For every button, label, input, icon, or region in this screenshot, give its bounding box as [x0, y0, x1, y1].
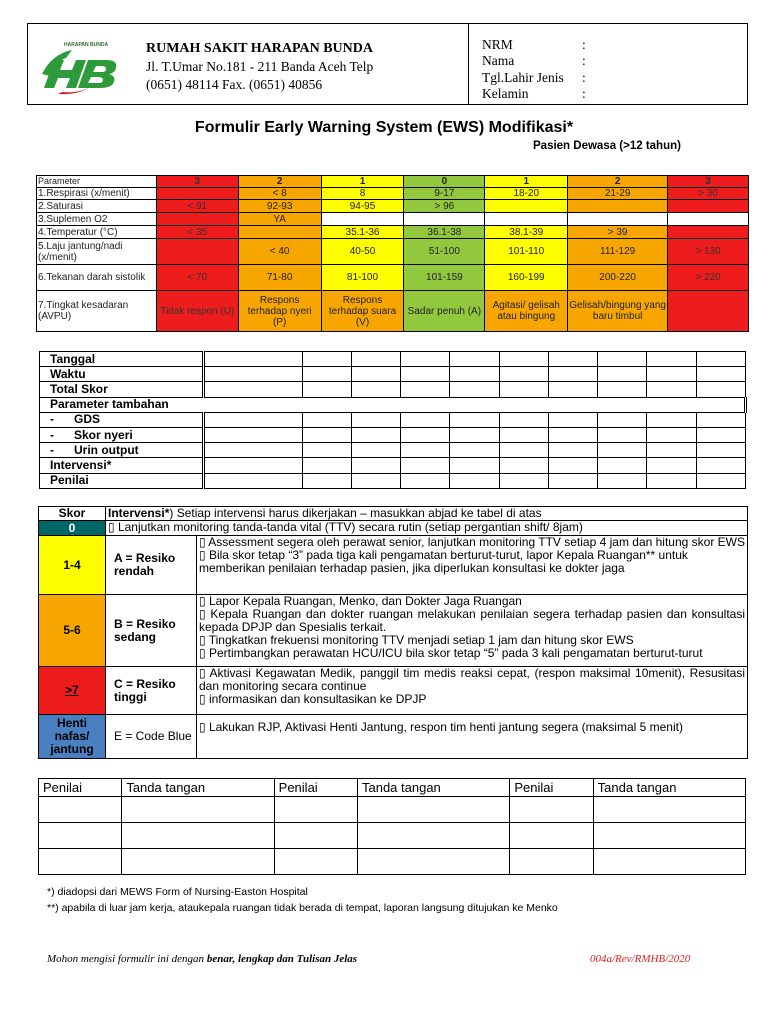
- signature-header-row: Penilai Tanda tangan Penilai Tanda tangan Penilai Tanda tangan: [39, 779, 746, 797]
- address-line-2: (0651) 48114 Fax. (0651) 40856: [146, 77, 323, 92]
- footnote-2: **) apabila di luar jam kerja, ataukepala ruangan tidak berada di tempat, laporan langsung ditujukan ke Menko: [47, 902, 558, 914]
- skor-header-row: Skor Intervensi*) Setiap intervensi harus dikerjakan – masukkan abjad ke tabel di atas: [39, 507, 748, 521]
- patient-field-kelamin: Kelamin :: [482, 85, 586, 101]
- monitoring-table: [39, 351, 747, 489]
- hospital-logo: [38, 36, 130, 98]
- monitoring-row-penilai: Penilai: [40, 473, 746, 488]
- signature-table: [38, 778, 746, 875]
- footnote-1: *) diadopsi dari MEWS Form of Nursing-Easton Hospital: [47, 886, 308, 898]
- patient-field-nrm: NRM :: [482, 37, 586, 52]
- ews-row-laju-jantung: 5.Laju jantung/nadi (x/menit) < 40 40-50 51-100 101-110 111-129 > 130: [37, 239, 749, 265]
- monitoring-row-urin-output: - Urin output: [40, 443, 746, 458]
- logo-text: HARAPAN BUNDA: [64, 42, 109, 48]
- skor-row-5-6: 5-6 B = Resiko sedang ▯ Lapor Kepala Ruangan, Menko, dan Dokter Jaga Ruangan ▯ Kepala Ruangan dan dokter ruangan melakukan penilaian segera terhadap pasien dan konsultasi kepada DPJP dan Spesialis terkait. ▯ Tingkatkan frekuensi monitoring TTV menjadi setiap 1 jam dan hitung skor EWS ▯ Pertimbangkan perawatan HCU/ICU bila skor tetap “5” pada 3 kali pengamatan berturut-turut: [39, 595, 748, 667]
- patient-field-nama: Nama :: [482, 53, 586, 69]
- signature-row: [39, 849, 746, 875]
- hospital-name: RUMAH SAKIT HARAPAN BUNDA: [146, 41, 373, 56]
- monitoring-row-skor-nyeri: - Skor nyeri: [40, 427, 746, 442]
- skor-row-1-4: 1-4 A = Resiko rendah ▯ Assessment segera oleh perawat senior, lanjutkan monitoring TTV setiap 4 jam dan hitung skor EWS ▯ Bila skor tetap “3” pada tiga kali pengamatan berturut-turut, lapor Kepala Ruangan** untuk memberikan penilaian terhadap pasien, jika diperlukan konsultasi ke dokter jaga: [39, 536, 748, 595]
- form-subtitle: Pasien Dewasa (>12 tahun): [533, 140, 681, 152]
- signature-row: [39, 823, 746, 849]
- skor-row-7: >7 C = Resiko tinggi ▯ Aktivasi Kegawatan Medik, panggil tim medis reaksi cepat, (respon maksimal 10menit), Resusitasi dan monitoring secara continue ▯ informasikan dan konsultasikan ke DPJP: [39, 667, 748, 715]
- monitoring-row-intervensi: Intervensi*: [40, 458, 746, 473]
- intervensi-header: Intervensi*) Setiap intervensi harus dikerjakan – masukkan abjad ke tabel di atas: [106, 507, 748, 521]
- ews-parameter-table: [36, 175, 749, 332]
- ews-row-tingkat-kesadaran: 7.Tingkat kesadaran (AVPU) Tidak respon (U) Respons terhadap nyeri (P) Respons terhadap suara (V) Sadar penuh (A) Agitasi/ gelisah atau bingung Gelisah/bingung yang baru timbul: [37, 291, 749, 332]
- ews-row-respirasi: 1.Respirasi (x/menit) < 8 8 9-17 18-20 21-29 > 30: [37, 188, 749, 200]
- monitoring-row-parameter-tambahan: Parameter tambahan: [40, 397, 746, 412]
- ews-header-row: Parameter 3 2 1 0 1 2 3: [37, 176, 749, 188]
- skor-row-code-blue: Henti nafas/ jantung E = Code Blue ▯ Lakukan RJP, Aktivasi Henti Jantung, respon tim henti jantung segera (maksimal 5 menit): [39, 715, 748, 759]
- ews-row-suplemen-o2: 3.Suplemen O2 YA: [37, 213, 749, 226]
- monitoring-row-tanggal: Tanggal: [40, 352, 746, 367]
- form-code: 004a/Rev/RMHB/2020: [590, 953, 691, 965]
- header-divider: [468, 23, 469, 105]
- signature-row: [39, 797, 746, 823]
- patient-field-tgl-lahir: Tgl.Lahir Jenis :: [482, 69, 586, 85]
- patient-fields: [482, 37, 586, 102]
- address-line-1: Jl. T.Umar No.181 - 211 Banda Aceh Telp: [146, 59, 374, 74]
- ews-row-tekanan-darah: 6.Tekanan darah sistolik < 70 71-80 81-100 101-159 160-199 200-220 > 220: [37, 265, 749, 291]
- ews-row-temperatur: 4.Temperatur (°C) < 35 35.1-36 36.1-38 38.1-39 > 39: [37, 226, 749, 239]
- ews-row-saturasi: 2.Saturasi < 91 92-93 94-95 > 96: [37, 200, 749, 213]
- footer-instruction: Mohon mengisi formulir ini dengan benar, lengkap dan Tulisan Jelas: [47, 953, 358, 965]
- skor-row-0: 0 ▯ Lanjutkan monitoring tanda-tanda vital (TTV) secara rutin (setiap pergantian shift/ 8jam): [39, 521, 748, 536]
- form-title: Formulir Early Warning System (EWS) Modifikasi*: [194, 119, 574, 136]
- monitoring-row-waktu: Waktu: [40, 367, 746, 382]
- monitoring-row-total-skor: Total Skor: [40, 382, 746, 397]
- hospital-address: [146, 58, 466, 94]
- score-intervention-table: [38, 506, 748, 759]
- monitoring-row-gds: - GDS: [40, 412, 746, 427]
